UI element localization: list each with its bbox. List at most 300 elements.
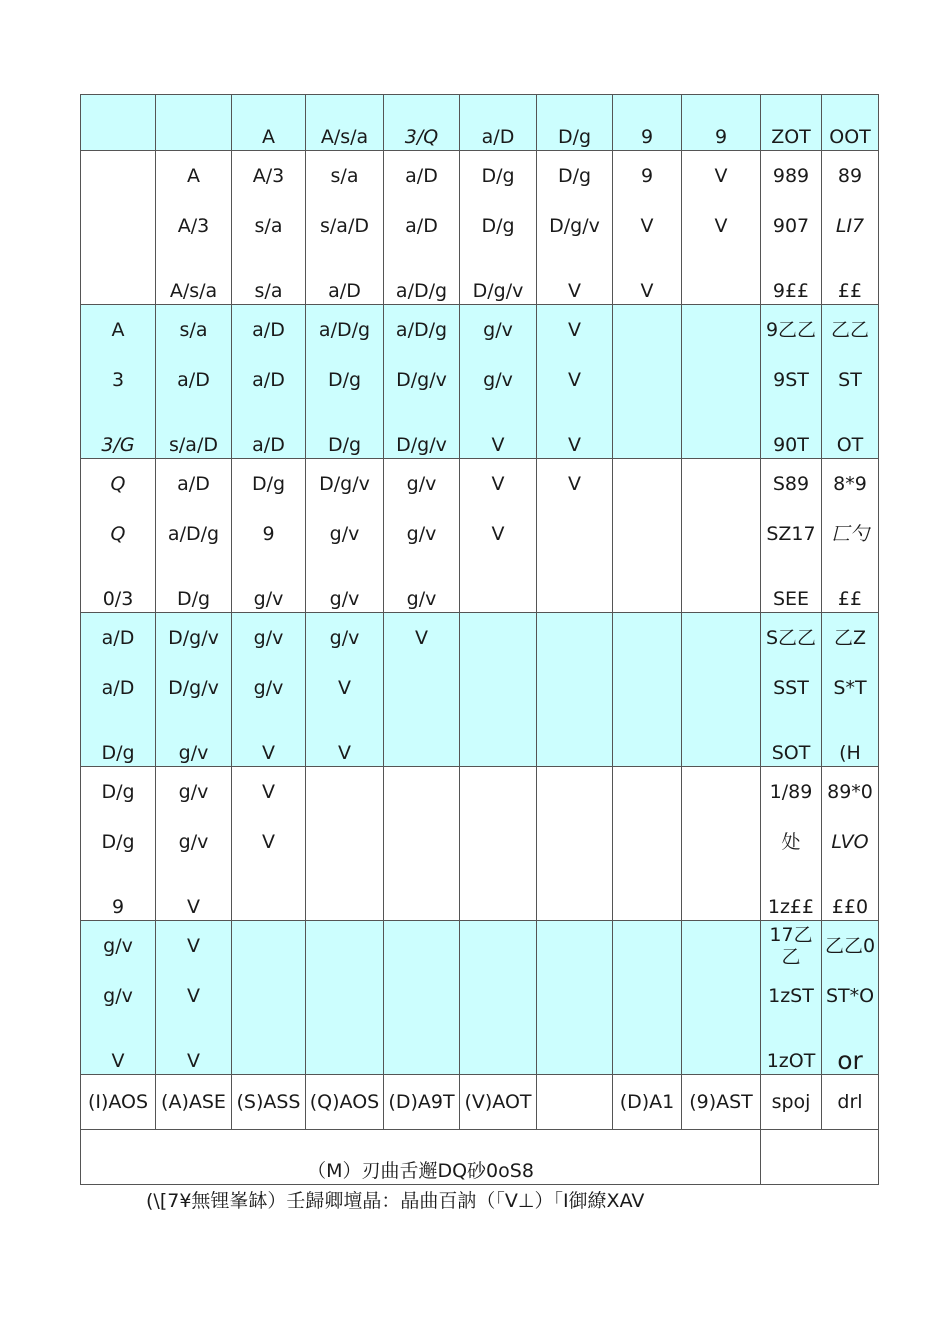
cell-value (460, 921, 536, 971)
header-cell (306, 95, 384, 151)
cell-value: 89 (837, 165, 863, 188)
cell-value (537, 663, 612, 713)
table-cell (761, 921, 822, 1075)
table-cell (384, 459, 460, 613)
header-label: a/D (481, 126, 515, 148)
cell-value (682, 305, 760, 355)
table-cell (156, 151, 232, 305)
cell-value: a/D/g (395, 279, 448, 302)
cell-value: 1/89 (769, 781, 813, 804)
table-cell (682, 921, 761, 1075)
cell-value: (H (839, 741, 861, 764)
table-row (81, 921, 879, 1075)
cell-value: g/v (253, 627, 284, 650)
footer-cell: (A)ASE (156, 1075, 232, 1130)
cell-value: a/D (405, 165, 438, 188)
table-cell (613, 921, 682, 1075)
cell-value: D/g (101, 781, 135, 804)
footer-cell: (D)A1 (613, 1075, 682, 1130)
table-row (81, 305, 879, 459)
cell-value: SOT (771, 741, 811, 764)
cell-value: 乙Z (833, 627, 867, 650)
cell-value: V (187, 895, 200, 918)
cell-value: A (187, 165, 200, 188)
cell-value (460, 971, 536, 1021)
header-cell (460, 95, 537, 151)
cell-value: ££ (837, 587, 863, 610)
table-cell (537, 767, 613, 921)
cell-value: g/v (329, 523, 360, 546)
table-cell (822, 151, 879, 305)
cell-value: a/D/g (395, 319, 448, 342)
cell-value: a/D (252, 319, 285, 342)
cell-value: a/D/g (318, 319, 371, 342)
table-cell (306, 767, 384, 921)
cell-value: D/g (101, 831, 135, 854)
cell-value (460, 767, 536, 817)
cell-value (232, 868, 305, 920)
cell-value: V (714, 215, 728, 238)
header-label: 9 (714, 126, 728, 148)
table-cell (156, 613, 232, 767)
cell-value: g/v (406, 473, 437, 496)
cell-value: ££ (837, 279, 863, 302)
cell-value (537, 868, 612, 920)
table-cell (537, 151, 613, 305)
cell-value (682, 817, 760, 867)
cell-value (460, 714, 536, 766)
cell-value: S乙乙 (765, 627, 817, 650)
header-label: OOT (829, 126, 871, 148)
table-cell (613, 613, 682, 767)
cell-value: D/g/v (549, 215, 600, 238)
cell-value: V (491, 473, 505, 496)
table-cell (682, 767, 761, 921)
cell-value: 9 (640, 165, 654, 188)
cell-value: g/v (178, 781, 209, 804)
cell-value (537, 613, 612, 663)
cell-value: a/D (328, 279, 361, 302)
header-label: 3/Q (404, 126, 439, 148)
cell-value: a/D (252, 433, 285, 456)
cell-value (306, 868, 383, 920)
table-cell (306, 613, 384, 767)
cell-value: 89*0 (827, 781, 873, 804)
footer-cell: (S)ASS (232, 1075, 306, 1130)
cell-value (537, 817, 612, 867)
cell-value: D/g (251, 473, 286, 496)
cell-value (537, 767, 612, 817)
cell-value: V (415, 627, 428, 650)
header-label: 9 (640, 126, 654, 148)
cell-value (613, 868, 681, 920)
table-cell (822, 613, 879, 767)
cell-value: V (338, 741, 351, 764)
cell-value: a/D/g (167, 523, 220, 546)
cell-value (232, 921, 305, 971)
cell-value: V (568, 473, 581, 496)
cell-value: s/a (330, 165, 359, 188)
table-cell (156, 767, 232, 921)
cell-value (613, 971, 681, 1021)
cell-value: 1zOT (766, 1049, 816, 1072)
table-cell (384, 767, 460, 921)
cell-value (460, 1022, 536, 1074)
table-cell (81, 613, 156, 767)
cell-value (682, 613, 760, 663)
table-cell (537, 459, 613, 613)
cell-value (682, 252, 760, 304)
table-row (81, 459, 879, 613)
cell-value: V (491, 523, 505, 546)
cell-value: 匸勺 (830, 523, 869, 546)
cell-value: Q (110, 473, 126, 496)
cell-value: 3 (111, 369, 125, 392)
cell-value: s/a/D (169, 433, 218, 456)
note-row (81, 1130, 879, 1185)
cell-value (613, 459, 681, 509)
cell-value: 9乙乙 (765, 319, 817, 342)
cell-value: g/v (103, 935, 133, 958)
cell-value (537, 1022, 612, 1074)
cell-value (306, 817, 383, 867)
cell-value: 乙乙 (830, 319, 869, 342)
table-cell (232, 921, 306, 1075)
table-cell (682, 613, 761, 767)
cell-value: A/3 (252, 165, 285, 188)
cell-value: V (568, 319, 581, 342)
cell-value (613, 921, 681, 971)
cell-value: a/D (101, 627, 135, 650)
cell-value: or (837, 1045, 863, 1075)
table-cell (460, 921, 537, 1075)
table-cell (761, 767, 822, 921)
footer-cell: (9)AST (682, 1075, 761, 1130)
cell-value: 907 (772, 215, 810, 238)
table-cell (537, 613, 613, 767)
table-cell (537, 305, 613, 459)
cell-value: s/a (179, 319, 208, 342)
cell-value: 8*9 (833, 473, 867, 496)
cell-value (613, 817, 681, 867)
table-cell (81, 305, 156, 459)
header-cell (232, 95, 306, 151)
cell-value (537, 921, 612, 971)
header-cell (761, 95, 822, 151)
footer-cell: (D)A9T (384, 1075, 460, 1130)
header-label: ZOT (771, 126, 811, 148)
cell-value (460, 663, 536, 713)
cell-value: s/a (254, 215, 283, 238)
cell-value (682, 714, 760, 766)
cell-value (682, 355, 760, 405)
cell-value (682, 868, 760, 920)
cell-value: SZ17 (766, 523, 816, 546)
cell-value (232, 971, 305, 1021)
table-cell (822, 305, 879, 459)
table-cell (156, 921, 232, 1075)
table-cell (81, 767, 156, 921)
footer-cell (537, 1075, 613, 1130)
cell-value: D/g (327, 433, 362, 456)
table-cell (613, 767, 682, 921)
cell-value: 3/G (101, 433, 135, 456)
cell-value: V (187, 1049, 200, 1072)
cell-value: g/v (406, 587, 437, 610)
footer-cell: (V)AOT (460, 1075, 537, 1130)
cell-value (460, 868, 536, 920)
cell-value: D/g/v (168, 677, 219, 700)
header-cell (822, 95, 879, 151)
cell-value (232, 1022, 305, 1074)
cell-value: g/v (483, 369, 513, 392)
cell-value (306, 1022, 383, 1074)
table-row (81, 613, 879, 767)
cell-value (613, 613, 681, 663)
cell-value (682, 767, 760, 817)
caption: (\[7¥無锂峯缽）壬歸卿壇晶：晶曲百訥（「V⊥）「I御繚XAV (146, 1190, 645, 1212)
cell-value: g/v (103, 985, 133, 1008)
cell-value: 处 (781, 831, 801, 854)
table-cell (156, 459, 232, 613)
cell-value: V (714, 165, 728, 188)
cell-value: 9££ (772, 279, 810, 302)
cell-value: ST*O (825, 985, 875, 1008)
cell-value: s/a (254, 279, 283, 302)
cell-value (384, 714, 459, 766)
cell-value: g/v (329, 587, 360, 610)
data-table (80, 94, 879, 1185)
header-cell (384, 95, 460, 151)
cell-value: a/D (177, 369, 210, 392)
cell-value (682, 663, 760, 713)
cell-value: A/3 (177, 215, 210, 238)
table-cell (81, 459, 156, 613)
table-cell (822, 921, 879, 1075)
note-text: （M）刃曲舌邂DQ砂0oS8 (307, 1160, 534, 1182)
cell-value: D/g/v (319, 473, 370, 496)
cell-value (81, 252, 155, 304)
cell-value: D/g (101, 741, 135, 764)
cell-value: D/g (176, 587, 211, 610)
table-cell (232, 767, 306, 921)
cell-value: V (491, 433, 505, 456)
table-cell (81, 921, 156, 1075)
cell-value (613, 714, 681, 766)
cell-value (682, 459, 760, 509)
cell-value: 17乙乙 (769, 924, 813, 969)
table-cell (460, 767, 537, 921)
cell-value: D/g/v (168, 627, 219, 650)
cell-value: D/g (327, 369, 362, 392)
table-cell (306, 459, 384, 613)
cell-value (384, 971, 459, 1021)
cell-value: V (338, 677, 351, 700)
cell-value (613, 355, 681, 405)
cell-value: SEE (772, 587, 810, 610)
cell-value: V (111, 1049, 125, 1072)
table-cell (761, 459, 822, 613)
header-cell (156, 95, 232, 151)
cell-value: g/v (329, 627, 360, 650)
table-cell (460, 151, 537, 305)
cell-value: S*T (833, 677, 867, 700)
footer-cell: (Q)AOS (306, 1075, 384, 1130)
cell-value: s/a/D (320, 215, 369, 238)
cell-value (81, 151, 155, 201)
cell-value (682, 509, 760, 559)
table-cell (613, 305, 682, 459)
cell-value (384, 921, 459, 971)
cell-value (306, 921, 383, 971)
cell-value: V (187, 985, 200, 1008)
cell-value: 989 (772, 165, 810, 188)
cell-value: 0/3 (102, 587, 134, 610)
cell-value: a/D (177, 473, 210, 496)
table-cell (232, 151, 306, 305)
cell-value (682, 921, 760, 971)
table-cell (384, 305, 460, 459)
table-row (81, 151, 879, 305)
cell-value: V (262, 741, 275, 764)
table-cell (384, 151, 460, 305)
cell-value (682, 406, 760, 458)
cell-value (384, 767, 459, 817)
cell-value (306, 767, 383, 817)
cell-value: D/g/v (396, 433, 447, 456)
cell-value (613, 663, 681, 713)
note-empty-cell (761, 1130, 879, 1185)
header-cell (682, 95, 761, 151)
cell-value (613, 767, 681, 817)
header-row (81, 95, 879, 151)
cell-value: g/v (178, 741, 209, 764)
cell-value: 9ST (773, 369, 809, 392)
table-cell (384, 921, 460, 1075)
table-cell (613, 151, 682, 305)
footer-cell: (I)AOS (81, 1075, 156, 1130)
cell-value: D/g/v (396, 369, 447, 392)
table-cell (232, 305, 306, 459)
cell-value (384, 1022, 459, 1074)
table-cell (460, 459, 537, 613)
cell-value (682, 971, 760, 1021)
cell-value: ST (838, 369, 862, 392)
cell-value (537, 560, 612, 612)
cell-value: V (640, 215, 654, 238)
cell-value (682, 1022, 760, 1074)
table-cell (460, 305, 537, 459)
cell-value (460, 560, 536, 612)
cell-value: 1z££ (767, 895, 815, 918)
table-cell (156, 305, 232, 459)
footer-cell: drl (822, 1075, 879, 1130)
table-cell (232, 459, 306, 613)
header-cell (613, 95, 682, 151)
cell-value (537, 509, 612, 559)
cell-value: V (262, 781, 275, 804)
table-cell (537, 921, 613, 1075)
cell-value: D/g/v (472, 279, 524, 302)
table-cell (761, 305, 822, 459)
header-cell (81, 95, 156, 151)
cell-value: SST (773, 677, 809, 700)
cell-value: 90T (773, 433, 809, 456)
cell-value (384, 663, 459, 713)
table-row (81, 767, 879, 921)
cell-value: V (262, 831, 275, 854)
cell-value (613, 509, 681, 559)
cell-value (306, 971, 383, 1021)
table-cell (232, 613, 306, 767)
cell-value: V (187, 935, 200, 958)
cell-value: OT (836, 433, 864, 456)
cell-value: g/v (253, 677, 284, 700)
cell-value: g/v (483, 319, 513, 342)
table-cell (613, 459, 682, 613)
cell-value: A (111, 319, 125, 342)
table-cell (306, 921, 384, 1075)
table-cell (306, 151, 384, 305)
cell-value: S89 (772, 473, 810, 496)
header-label: D/g (557, 126, 592, 148)
table-cell (682, 459, 761, 613)
cell-value: V (568, 369, 581, 392)
cell-value (613, 406, 681, 458)
table-cell (822, 459, 879, 613)
cell-value: ££0 (831, 895, 869, 918)
cell-value (384, 868, 459, 920)
cell-value: 1zST (768, 985, 814, 1008)
cell-value: 9 (262, 523, 275, 546)
note-cell (81, 1130, 761, 1185)
cell-value (613, 305, 681, 355)
footer-row (81, 1075, 879, 1130)
cell-value: LI7 (835, 215, 865, 238)
cell-value: D/g (481, 165, 515, 188)
cell-value: V (640, 279, 654, 302)
cell-value (682, 560, 760, 612)
cell-value: D/g (557, 165, 592, 188)
cell-value: Q (110, 523, 126, 546)
header-cell (537, 95, 613, 151)
cell-value (613, 560, 681, 612)
header-label: A/s/a (320, 126, 369, 148)
table-cell (761, 151, 822, 305)
table-cell (306, 305, 384, 459)
table-cell (384, 613, 460, 767)
table-cell (682, 305, 761, 459)
cell-value: A/s/a (169, 279, 218, 302)
cell-value (613, 1022, 681, 1074)
table-cell (81, 151, 156, 305)
table-cell (822, 767, 879, 921)
cell-value: 9 (111, 895, 125, 918)
cell-value: V (568, 433, 581, 456)
cell-value (460, 613, 536, 663)
table-cell (682, 151, 761, 305)
table-cell (460, 613, 537, 767)
cell-value: g/v (178, 831, 209, 854)
cell-value (384, 817, 459, 867)
cell-value (537, 971, 612, 1021)
cell-value: a/D (252, 369, 285, 392)
header-label: A (262, 126, 275, 148)
cell-value (460, 817, 536, 867)
cell-value: LVO (831, 831, 869, 854)
cell-value: 乙乙0 (824, 935, 876, 958)
cell-value: g/v (253, 587, 284, 610)
